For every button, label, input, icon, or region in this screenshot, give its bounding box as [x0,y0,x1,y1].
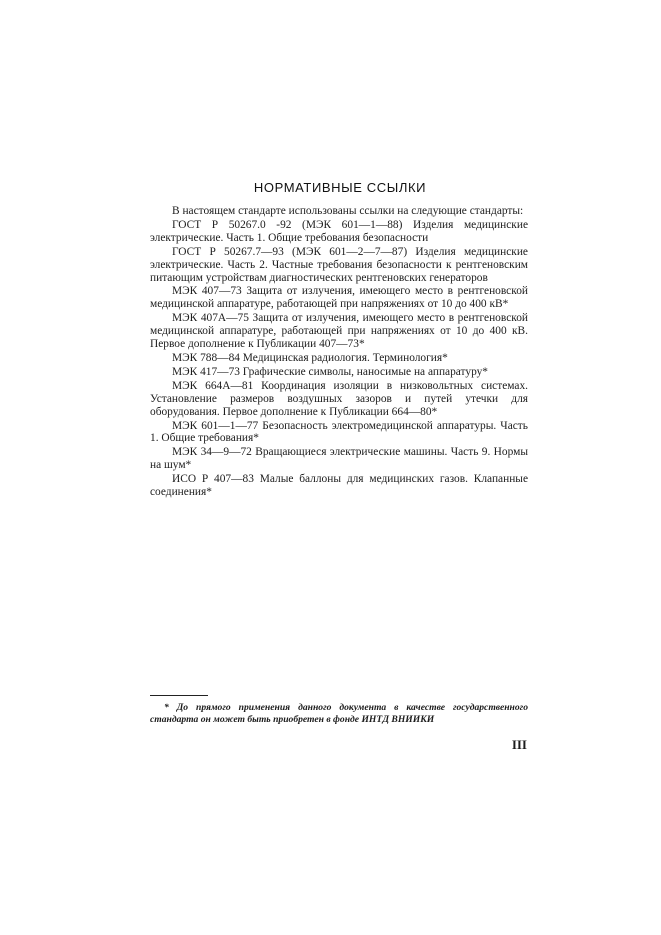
reference-item: МЭК 417—73 Графические символы, наносимые на аппаратуру* [172,365,489,378]
intro-paragraph: В настоящем стандарте использованы ссылки на следующие стандарты: [172,205,524,217]
reference-item: МЭК 34—9—72 Вращающиеся электрические машины. Часть 9. Нормы на шум* [150,446,528,472]
reference-item: ГОСТ Р 50267.0 -92 (МЭК 601—1—88) Изделия медицинские электрические. Часть 1. Общие требования безопасности [150,218,528,244]
reference-item: МЭК 601—1—77 Безопасность электромедицинской аппаратуры. Часть 1. Общие требования* [150,419,528,445]
reference-item: МЭК 788—84 Медицинская радиология. Терминология* [172,351,448,364]
section-heading: НОРМАТИВНЫЕ ССЫЛКИ [253,180,427,195]
footnote-divider [150,695,208,696]
reference-item: МЭК 407А—75 Защита от излучения, имеющего место в рентгеновской медицинской аппаратуре, работающей при напряжениях от 10 до 400 кВ. Первое дополнение к Публикации 407—73* [150,312,528,351]
references-list [150,205,528,499]
page-number: III [511,737,527,752]
reference-item: МЭК 664А—81 Координация изоляции в низковольтных системах. Установление размеров воздушных зазоров и путей утечки для оборудования. Первое дополнение к Публикации 664—80* [150,379,528,418]
reference-item: ИСО Р 407—83 Малые баллоны для медицинских газов. Клапанные соединения* [150,473,528,499]
reference-item: МЭК 407—73 Защита от излучения, имеющего место в рентгеновской медицинской аппаратуре, работающей при напряжениях от 10 до 400 кВ* [150,285,528,311]
reference-item: ГОСТ Р 50267.7—93 (МЭК 601—2—7—87) Изделия медицинские электрические. Часть 2. Частные требования безопасности к рентгеновским питающим устройствам диагностических рентгеновских генераторов [150,245,528,284]
footnote: * До прямого применения данного документа в качестве государственного стандарта он может быть приобретен в фонде ИНТД ВНИИКИ [150,702,528,725]
